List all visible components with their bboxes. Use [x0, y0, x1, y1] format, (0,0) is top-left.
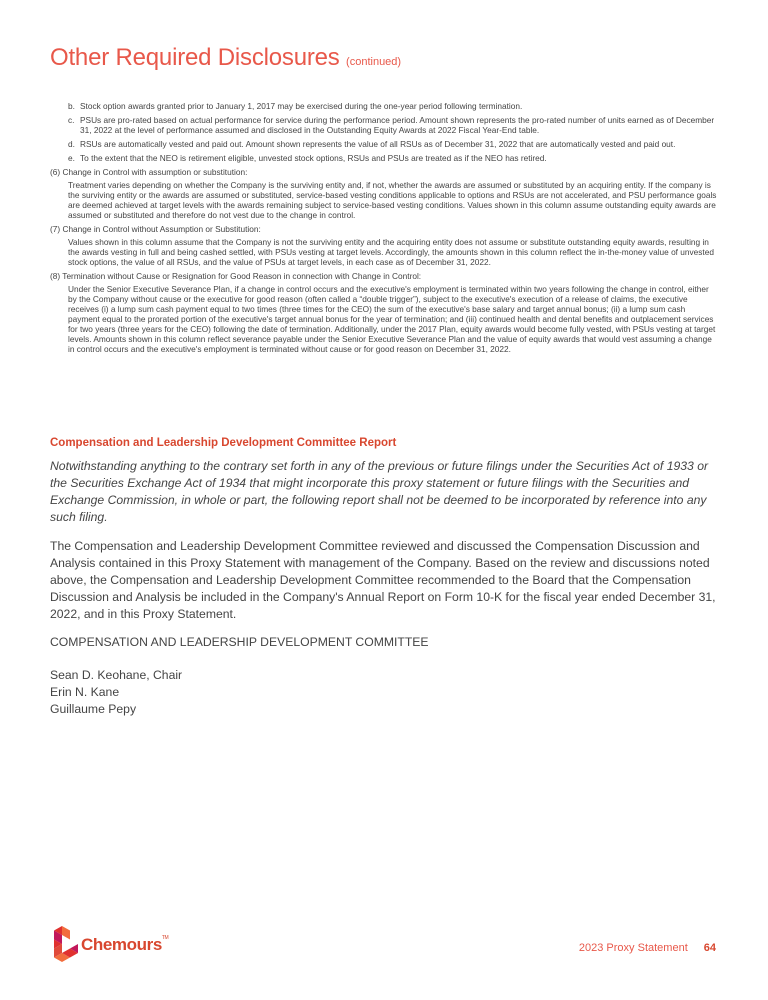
report-title: Compensation and Leadership Development Committee Report	[50, 437, 397, 449]
footnote-c	[50, 115, 718, 135]
footnotes	[50, 101, 718, 358]
logo-tm: TM	[161, 935, 169, 941]
footnote-text: RSUs are automatically vested and paid out. Amount shown represents the value of all RSUs as of December 31, 2022 that are automatically vested and paid out.	[80, 139, 676, 149]
committee-member: Erin N. Kane	[50, 685, 120, 699]
footnote-title: Change in Control with assumption or substitution:	[62, 167, 248, 177]
footnote-7-text: Values shown in this column assume that the Company is not the surviving entity and the acquiring entity does not assume or substitute outstanding equity awards, resulting in the awards vesting in full and being cashed settled, with PSUs vesting at target levels. Accordingly, the amounts shown in this column reflect the in-the-money value of unvested stock options, the value of all RSUs, and the value of PSUs at target levels, in each case as of December 31, 2022.	[68, 237, 714, 267]
footnote-label: e.	[68, 153, 75, 163]
report-body: The Compensation and Leadership Development Committee reviewed and discussed the Compensation Discussion and Analysis contained in this Proxy Statement with management of the Company. Based on the review and discussions noted above, the Compensation and Leadership Development Committee recommended to the Board that the Compensation Discussion and Analysis be included in the Company's Annual Report on Form 10-K for the fiscal year ended December 31, 2022, and in this Proxy Statement.	[50, 539, 716, 621]
footnote-number: (7)	[50, 224, 61, 234]
footnote-b	[50, 101, 718, 111]
committee-member: Guillaume Pepy	[50, 702, 137, 716]
committee-report	[50, 437, 718, 718]
committee-name: COMPENSATION AND LEADERSHIP DEVELOPMENT COMMITTEE	[50, 635, 429, 649]
footnote-number: (8)	[50, 271, 61, 281]
footnote-title: Termination without Cause or Resignation for Good Reason in connection with Change in Control:	[62, 271, 422, 281]
page-number: 64	[703, 942, 716, 954]
footnote-d	[50, 139, 718, 149]
footnote-8-heading	[50, 271, 718, 281]
page-title-continued: (continued)	[346, 56, 402, 68]
footnote-7-heading	[50, 224, 718, 234]
footnote-label: d.	[68, 139, 75, 149]
committee-member: Sean D. Keohane, Chair	[50, 668, 183, 682]
footnote-label: b.	[68, 101, 75, 111]
chemours-logo	[50, 926, 169, 967]
footnote-text: PSUs are pro-rated based on actual performance for service during the performance period. Amount shown represents the pro-rated number of units earned as of December 31, 2022 at the level of performance assumed and disclosed in the Outstanding Equity Awards at 2022 Fiscal Year-End table.	[80, 115, 715, 135]
footnote-label: c.	[68, 115, 75, 125]
page-title: Other Required Disclosures	[50, 44, 340, 71]
page-footer	[579, 942, 716, 954]
footnote-text: To the extent that the NEO is retirement eligible, unvested stock options, RSUs and PSUs are treated as if the NEO has retired.	[80, 153, 547, 163]
chemours-logo-icon	[50, 926, 80, 962]
document-title: 2023 Proxy Statement	[578, 942, 688, 954]
logo-wordmark: Chemours™	[81, 935, 169, 954]
footnote-title: Change in Control without Assumption or Substitution:	[62, 224, 261, 234]
footnote-e	[50, 153, 718, 163]
footnote-text: Stock option awards granted prior to January 1, 2017 may be exercised during the one-year period following termination.	[80, 101, 523, 111]
footnote-8-text: Under the Senior Executive Severance Plan, if a change in control occurs and the executive's employment is terminated within two years following the change in control, either by the Company without cause or the executive for good reason (often called a “double trigger”), subject to the executive's execution of a release of claims, the executive receives (i) a lump sum cash payment equal to two times (three times for the CEO) the sum of the executive's base salary and target annual bonus; (ii) a lump sum cash payment equal to the prorated portion of the executive's target annual bonus for the year of termination; and (iii) continued health and dental benefits and outplacement services for two years (three years for the CEO) following the date of termination. Additionally, under the 2017 Plan, equity awards would become fully vested, with PSUs vesting at target levels. Amounts shown in this column reflect severance payable under the Senior Executive Severance Plan and the value of equity awards that would vest assuming a change in control occurs and the executive's employment is terminated without cause or for good reason on December 31, 2022.	[68, 284, 716, 354]
page-header	[50, 44, 401, 72]
footnote-number: (6)	[50, 167, 61, 177]
footnote-6-text: Treatment varies depending on whether the Company is the surviving entity and, if not, whether the awards are assumed or substituted by an acquiring entity. If the company is the surviving entity or the awards are assumed or substituted, service-based vesting conditions applicable to options and RSUs are not accelerated, and PSU performance goals are deemed achieved at target levels with the awards remaining subject to service-based vesting conditions. Values shown in this column assume outstanding equity awards are assumed or substituted and therefore do not vest due to the change in control.	[68, 180, 717, 220]
report-disclaimer: Notwithstanding anything to the contrary set forth in any of the previous or future filings under the Securities Act of 1933 or the Securities Exchange Act of 1934 that might incorporate this proxy statement or future filings with the Securities and Exchange Commission, in whole or part, the following report shall not be deemed to be incorporated by reference into any such filing.	[50, 459, 709, 524]
footnote-6-heading	[50, 167, 718, 177]
